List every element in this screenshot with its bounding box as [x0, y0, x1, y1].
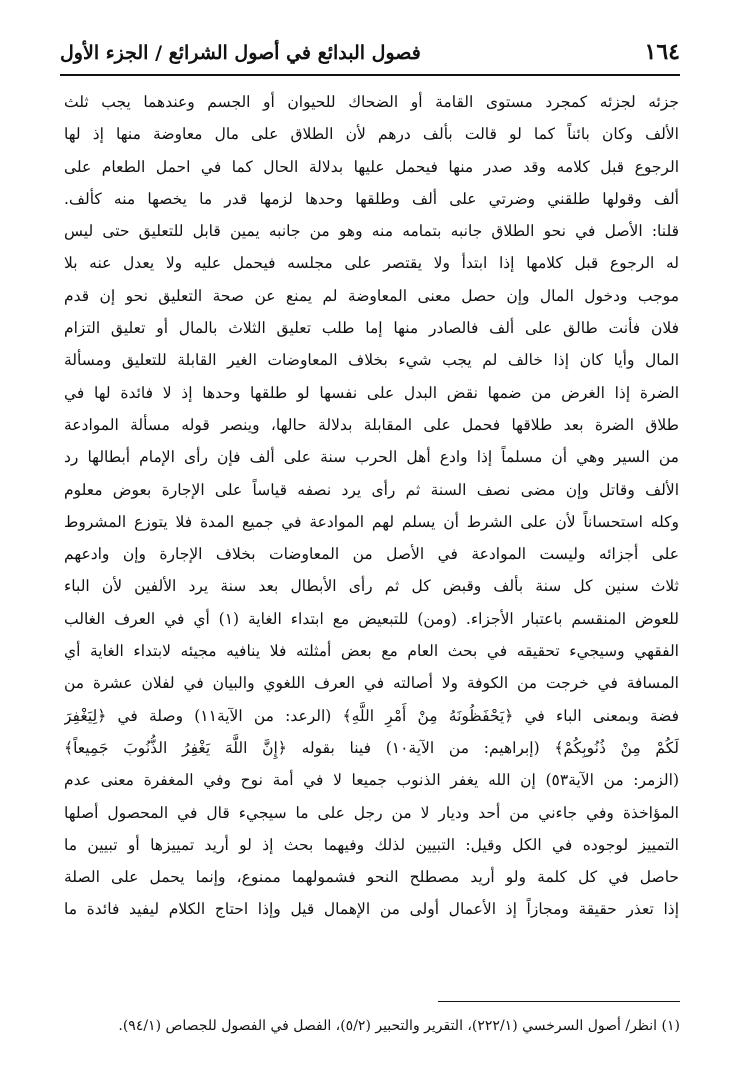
text-line: الرجوع قبل كلامه وقد صدر منها فيحمل عليها بدلالة الحال كما في احمل الطعام على [64, 157, 679, 176]
text-line: وكله استحساناً لأن على الشرط أن يسلم لهم الموادعة في جميع المدة فلا يتوزع المشروط [64, 512, 679, 531]
text-line: التمييز لوجوده في الكل وقيل: التبيين لذلك وفيهما بحث إذ لو أريد تمييزها أو تبيين ما [64, 835, 679, 854]
text-line: طلاق الضرة بعد طلاقها فحمل على المقابلة بدلالة حالها، وينصر قوله مسألة الموادعة [64, 415, 679, 434]
text-line: الألف وقاتل وإن مضى نصف السنة ثم رأى يرد نصفه قياساً على الإجارة بعوض معلوم [64, 480, 679, 499]
text-line: موجب ودخول المال وإن حصل معنى المعاوضة لم يمنع عن صحة التعليق نحو إن قدم [64, 286, 679, 305]
text-line: على أجزائه وليست الموادعة في الأصل من المعاوضات بخلاف الإجارة وإن وادعهم [64, 545, 679, 564]
footnote: (١) انظر/ أصول السرخسي (٢٢٢/١)، التقرير والتحبير (٥/٢)، الفصل في الفصول للجصاص (٩٤/١). [118, 1018, 680, 1034]
text-line: ألف وقولها طلقني وضرتي على ألف وطلقها وحدها لزمها قدر ما يخصها منه كألف. [64, 189, 679, 208]
text-line: الألف وكان بائناً كما لو قالت بألف درهم لأن الطلاق على مال معاوضة منها إذ لها [64, 125, 679, 144]
header-divider [60, 74, 680, 76]
text-line: له الرجوع قبل كلامها إذا ابتدأ ولا يقتصر على مجلسه فيحمل عليه ولا يعدل عنه بلا [64, 254, 679, 273]
text-line: المال وأيا كان إذا خالف لم يجب شيء بخلاف المعاوضات الغير القابلة للتعليق ومسألة [64, 351, 679, 370]
text-line-quran: فضة وبمعنى الباء في ﴿يَحْفَظُونَهُ مِنْ أَمْرِ اللَّهِ﴾ (الرعد: من الآية١١) وصلة في ﴿لِيَغْفِرَ [64, 706, 679, 725]
text-line: الفقهي وسيجيء تحقيقه في بحث العام مع بعض أمثلته فلا ينافيه مجيئه لابتداء الغاية أي [64, 642, 679, 661]
text-line-quran: لَكُمْ مِنْ ذُنُوبِكُمْ﴾ (إبراهيم: من الآية١٠) فينا بقوله ﴿إِنَّ اللَّهَ يَغْفِرُ الذُّنُوبَ جَمِيعاً﴾ [64, 738, 679, 757]
text-line: جزئه لجزئه كمجرد مستوى القامة أو الضحاك للحيوان أو الجسم وعندهما يجب ثلث [64, 93, 679, 111]
text-line: ثلاث سنين كل سنة بألف وقبض كل ثم رأى الأبطال بعد سنة يرد الألفين لأن الباء [64, 577, 679, 596]
running-title: فصول البدائع في أصول الشرائع / الجزء الأول [60, 42, 421, 64]
text-line: من السير وهي أن مسلماً إذا وادع أهل الحرب سنة على ألف فإن رأى الإمام أبطالها رد [64, 448, 679, 467]
text-line: المسافة في خرجت من الكوفة ولا أصالته في العرف اللغوي والبيان في لفلان عشرة من [64, 674, 679, 693]
text-line: إذا تعذر حقيقة ومجازاً إذ الأعمال أولى من الإهمال قيل وإذا احتاج الكلام ليفيد فائدة ما [64, 900, 679, 919]
text-line: حاصل في كل كلمة ولو أريد مصطلح النحو فشمولهما ممنوع، وإنما يحمل على الصلة [64, 868, 679, 887]
text-line: للعوض المنقسم باعتبار الأجزاء. (ومن) للتبعيض مع ابتداء الغاية (١) أي في العرف الغالب [64, 609, 679, 628]
text-line: فلان فأنت طالق على ألف فالصادر منها إما طلب تعليق الثلاث بالمال أو تعليق التزام [64, 319, 679, 338]
footnote-divider [438, 1001, 680, 1002]
text-line: (الزمر: من الآية٥٣) إن الله يغفر الذنوب جميعا لا في أمة نوح وفي المغفرة معنى عدم [64, 771, 679, 790]
main-text [64, 86, 679, 926]
page-number: ١٦٤ [644, 39, 680, 65]
text-line: الضرة إذا الغرض من ضمها نقض البدل على نفسها لو طلقها وحدها إذ لا فائدة لها في [64, 383, 679, 402]
text-line: قلنا: الأصل في نحو الطلاق جانبه بتمامه منه وهو من جانبه يمين قابل للتعليق حتى ليس [64, 222, 679, 241]
page-header [60, 34, 680, 74]
text-line: المؤاخذة وفي جاءني من أحد وديار لا من رجل على ما سيجيء قال في المحصول أصلها [64, 803, 679, 822]
